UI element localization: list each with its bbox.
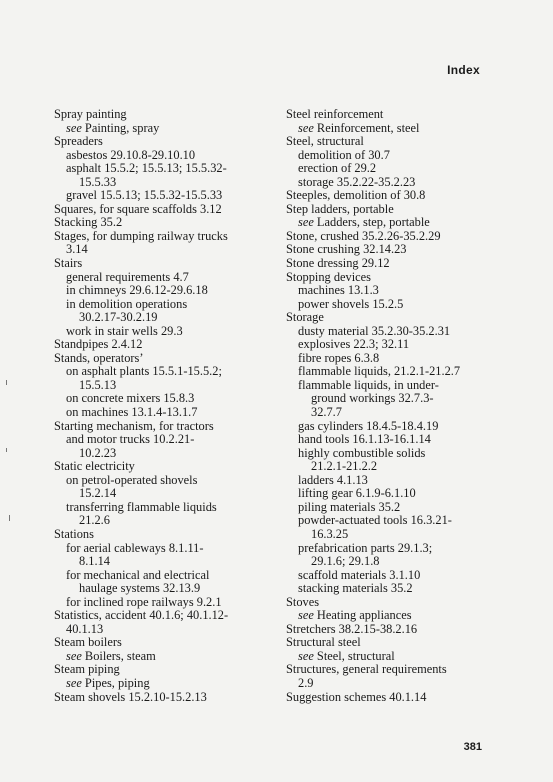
index-entry bbox=[54, 271, 276, 285]
index-entry-text: Stretchers 38.2.15-38.2.16 bbox=[286, 621, 418, 636]
index-entry bbox=[54, 528, 276, 542]
index-entry-text: on petrol-operated shovels bbox=[66, 472, 198, 487]
index-entry-text: explosives 22.3; 32.11 bbox=[298, 337, 410, 352]
index-entry bbox=[54, 216, 276, 230]
index-entry bbox=[54, 325, 276, 339]
index-entry-text: Spreaders bbox=[54, 134, 103, 149]
index-entry-text: storage 35.2.22-35.2.23 bbox=[298, 174, 416, 189]
index-entry-text: 3.14 bbox=[66, 242, 88, 257]
index-entry-text: transferring flammable liquids bbox=[66, 499, 217, 514]
index-entry bbox=[54, 677, 276, 691]
index-entry-text: Boilers, steam bbox=[81, 648, 156, 663]
index-entry bbox=[54, 392, 276, 406]
index-entry-text: Heating appliances bbox=[313, 608, 412, 623]
index-entry-text: 15.2.14 bbox=[79, 486, 117, 501]
index-entry bbox=[286, 122, 486, 136]
index-entry bbox=[54, 406, 276, 420]
index-entry bbox=[286, 352, 486, 366]
index-entry-text: 29.1.6; 29.1.8 bbox=[311, 554, 380, 569]
index-entry-text: Steam boilers bbox=[54, 635, 122, 650]
index-entry-text: 2.9 bbox=[298, 675, 314, 690]
index-entry-text: 21.2.6 bbox=[79, 513, 110, 528]
index-entry-text: Starting mechanism, for tractors bbox=[54, 418, 214, 433]
index-entry-text: Steel reinforcement bbox=[286, 107, 384, 121]
index-entry bbox=[286, 636, 486, 650]
index-entry bbox=[286, 230, 486, 244]
index-entry bbox=[54, 149, 276, 163]
index-entry-text: Pipes, piping bbox=[81, 675, 150, 690]
index-entry bbox=[54, 189, 276, 203]
scan-mark bbox=[9, 515, 10, 521]
index-entry bbox=[54, 433, 276, 447]
index-entry-text: hand tools 16.1.13-16.1.14 bbox=[298, 432, 431, 447]
index-entry-text: and motor trucks 10.2.21- bbox=[66, 432, 195, 447]
index-entry-text: Stone crushing 32.14.23 bbox=[286, 242, 407, 257]
index-entry-text: in chimneys 29.6.12-29.6.18 bbox=[66, 283, 208, 298]
index-entry bbox=[54, 569, 276, 583]
index-entry-text: Stairs bbox=[54, 256, 83, 271]
index-entry-text: for mechanical and electrical bbox=[66, 567, 210, 582]
index-entry bbox=[54, 542, 276, 556]
index-entry bbox=[54, 230, 276, 244]
index-entry bbox=[54, 487, 276, 501]
index-entry-text: powder-actuated tools 16.3.21- bbox=[298, 513, 452, 528]
index-entry-text: Stages, for dumping railway trucks bbox=[54, 228, 228, 243]
index-entry-text: machines 13.1.3 bbox=[298, 283, 379, 298]
index-entry bbox=[286, 392, 486, 406]
index-entry bbox=[286, 311, 486, 325]
index-entry-text: in demolition operations bbox=[66, 296, 188, 311]
index-entry bbox=[286, 189, 486, 203]
index-entry-text: 15.5.13 bbox=[79, 377, 117, 392]
index-entry bbox=[54, 284, 276, 298]
index-entry-text: Storage bbox=[286, 310, 324, 325]
index-entry bbox=[54, 257, 276, 271]
index-entry-text: ladders 4.1.13 bbox=[298, 472, 368, 487]
index-entry bbox=[286, 582, 486, 596]
index-entry bbox=[286, 569, 486, 583]
index-entry-text: Stone dressing 29.12 bbox=[286, 256, 390, 271]
index-entry-text: power shovels 15.2.5 bbox=[298, 296, 404, 311]
index-entry bbox=[54, 650, 276, 664]
index-entry bbox=[54, 311, 276, 325]
index-entry bbox=[54, 460, 276, 474]
see-reference: see bbox=[66, 675, 82, 690]
index-entry bbox=[54, 162, 276, 176]
index-entry bbox=[286, 460, 486, 474]
index-entry-text: ground workings 32.7.3- bbox=[311, 391, 434, 406]
index-entry bbox=[286, 135, 486, 149]
index-column-right bbox=[286, 108, 486, 704]
index-entry bbox=[286, 609, 486, 623]
index-entry-text: Standpipes 2.4.12 bbox=[54, 337, 143, 352]
index-entry-text: prefabrication parts 29.1.3; bbox=[298, 540, 433, 555]
index-entry-text: Statistics, accident 40.1.6; 40.1.12- bbox=[54, 608, 229, 623]
index-entry bbox=[54, 338, 276, 352]
index-entry bbox=[286, 501, 486, 515]
index-entry-text: general requirements 4.7 bbox=[66, 269, 189, 284]
index-entry bbox=[286, 677, 486, 691]
index-entry-text: gas cylinders 18.4.5-18.4.19 bbox=[298, 418, 439, 433]
index-entry bbox=[286, 203, 486, 217]
index-entry-text: Reinforcement, steel bbox=[313, 120, 420, 135]
index-entry-text: on machines 13.1.4-13.1.7 bbox=[66, 405, 198, 420]
index-entry-text: Stoves bbox=[286, 594, 320, 609]
index-entry bbox=[54, 420, 276, 434]
index-entry bbox=[286, 514, 486, 528]
page-header-title: Index bbox=[447, 63, 480, 77]
index-entry bbox=[54, 203, 276, 217]
index-entry-text: Steeples, demolition of 30.8 bbox=[286, 188, 426, 203]
index-entry bbox=[286, 257, 486, 271]
index-entry-text: scaffold materials 3.1.10 bbox=[298, 567, 421, 582]
index-entry-text: Stations bbox=[54, 526, 94, 541]
index-entry bbox=[54, 636, 276, 650]
index-entry bbox=[286, 542, 486, 556]
index-entry-text: on concrete mixers 15.8.3 bbox=[66, 391, 195, 406]
index-entry-text: fibre ropes 6.3.8 bbox=[298, 350, 380, 365]
scan-mark bbox=[6, 380, 7, 385]
index-entry-text: flammable liquids, in under- bbox=[298, 377, 439, 392]
index-entry-text: 8.1.14 bbox=[79, 554, 110, 569]
index-entry-text: Stopping devices bbox=[286, 269, 372, 284]
index-entry bbox=[286, 433, 486, 447]
see-reference: see bbox=[298, 215, 314, 230]
index-entry bbox=[54, 352, 276, 366]
index-entry bbox=[286, 420, 486, 434]
index-entry bbox=[286, 555, 486, 569]
index-entry bbox=[54, 135, 276, 149]
index-entry bbox=[54, 176, 276, 190]
index-entry-text: asphalt 15.5.2; 15.5.13; 15.5.32- bbox=[66, 161, 227, 176]
index-entry-text: Stacking 35.2 bbox=[54, 215, 123, 230]
index-entry bbox=[286, 365, 486, 379]
index-column-left bbox=[54, 108, 276, 704]
index-entry bbox=[54, 298, 276, 312]
index-entry-text: asbestos 29.10.8-29.10.10 bbox=[66, 147, 196, 162]
index-entry-text: Steam shovels 15.2.10-15.2.13 bbox=[54, 689, 207, 704]
index-entry bbox=[286, 216, 486, 230]
index-entry-text: for inclined rope railways 9.2.1 bbox=[66, 594, 222, 609]
index-entry-text: 10.2.23 bbox=[79, 445, 117, 460]
see-reference: see bbox=[298, 120, 314, 135]
index-entry-text: Squares, for square scaffolds 3.12 bbox=[54, 201, 222, 216]
index-entry bbox=[54, 582, 276, 596]
see-reference: see bbox=[66, 120, 82, 135]
index-entry bbox=[54, 365, 276, 379]
scan-mark bbox=[6, 448, 7, 452]
index-entry bbox=[286, 338, 486, 352]
index-entry-text: Static electricity bbox=[54, 459, 135, 474]
index-entry bbox=[286, 149, 486, 163]
index-entry-text: dusty material 35.2.30-35.2.31 bbox=[298, 323, 451, 338]
index-entry bbox=[286, 691, 486, 705]
index-entry bbox=[54, 474, 276, 488]
index-entry bbox=[54, 108, 276, 122]
index-entry bbox=[54, 122, 276, 136]
index-entry-text: Painting, spray bbox=[81, 120, 160, 135]
index-entry bbox=[286, 596, 486, 610]
index-entry-text: Ladders, step, portable bbox=[313, 215, 430, 230]
index-entry-text: gravel 15.5.13; 15.5.32-15.5.33 bbox=[66, 188, 223, 203]
index-entry-text: work in stair wells 29.3 bbox=[66, 323, 183, 338]
index-entry bbox=[54, 663, 276, 677]
see-reference: see bbox=[298, 608, 314, 623]
index-entry-text: lifting gear 6.1.9-6.1.10 bbox=[298, 486, 416, 501]
index-entry bbox=[286, 325, 486, 339]
index-entry bbox=[286, 176, 486, 190]
index-entry bbox=[54, 691, 276, 705]
index-entry-text: 21.2.1-21.2.2 bbox=[311, 459, 378, 474]
index-entry bbox=[286, 162, 486, 176]
index-entry bbox=[286, 284, 486, 298]
index-entry bbox=[286, 108, 486, 122]
index-entry-text: Stone, crushed 35.2.26-35.2.29 bbox=[286, 228, 441, 243]
index-entry-text: 16.3.25 bbox=[311, 526, 349, 541]
index-entry-text: for aerial cableways 8.1.11- bbox=[66, 540, 204, 555]
index-entry bbox=[54, 596, 276, 610]
index-entry bbox=[286, 528, 486, 542]
index-entry-text: on asphalt plants 15.5.1-15.5.2; bbox=[66, 364, 222, 379]
index-entry-text: Stands, operators’ bbox=[54, 350, 144, 365]
index-entry-text: Spray painting bbox=[54, 107, 127, 121]
index-entry-text: demolition of 30.7 bbox=[298, 147, 390, 162]
index-entry bbox=[54, 447, 276, 461]
index-entry-text: piling materials 35.2 bbox=[298, 499, 401, 514]
index-entry-text: Structures, general requirements bbox=[286, 662, 447, 677]
index-entry-text: highly combustible solids bbox=[298, 445, 426, 460]
index-entry bbox=[286, 447, 486, 461]
index-entry-text: Suggestion schemes 40.1.14 bbox=[286, 689, 427, 704]
index-entry-text: flammable liquids, 21.2.1-21.2.7 bbox=[298, 364, 461, 379]
index-entry bbox=[286, 663, 486, 677]
index-entry bbox=[54, 623, 276, 637]
index-entry bbox=[286, 379, 486, 393]
index-entry bbox=[54, 501, 276, 515]
index-entry bbox=[54, 514, 276, 528]
page-number: 381 bbox=[463, 741, 482, 753]
index-entry bbox=[286, 298, 486, 312]
index-entry bbox=[54, 243, 276, 257]
index-entry-text: Steam piping bbox=[54, 662, 120, 677]
index-entry bbox=[286, 406, 486, 420]
index-entry-text: erection of 29.2 bbox=[298, 161, 377, 176]
index-entry-text: 30.2.17-30.2.19 bbox=[79, 310, 158, 325]
index-entry bbox=[286, 474, 486, 488]
index-entry bbox=[54, 609, 276, 623]
index-entry bbox=[54, 555, 276, 569]
index-entry-text: 40.1.13 bbox=[66, 621, 104, 636]
see-reference: see bbox=[298, 648, 314, 663]
index-entry-text: 32.7.7 bbox=[311, 405, 342, 420]
index-entry bbox=[286, 623, 486, 637]
index-entry bbox=[286, 487, 486, 501]
index-entry bbox=[286, 243, 486, 257]
see-reference: see bbox=[66, 648, 82, 663]
index-entry bbox=[286, 271, 486, 285]
index-entry bbox=[286, 650, 486, 664]
index-entry-text: Steel, structural bbox=[313, 648, 395, 663]
index-entry-text: stacking materials 35.2 bbox=[298, 581, 413, 596]
index-entry-text: Structural steel bbox=[286, 635, 361, 650]
index-entry bbox=[54, 379, 276, 393]
index-entry-text: Steel, structural bbox=[286, 134, 364, 149]
index-entry-text: 15.5.33 bbox=[79, 174, 117, 189]
index-entry-text: Step ladders, portable bbox=[286, 201, 394, 216]
index-entry-text: haulage systems 32.13.9 bbox=[79, 581, 201, 596]
